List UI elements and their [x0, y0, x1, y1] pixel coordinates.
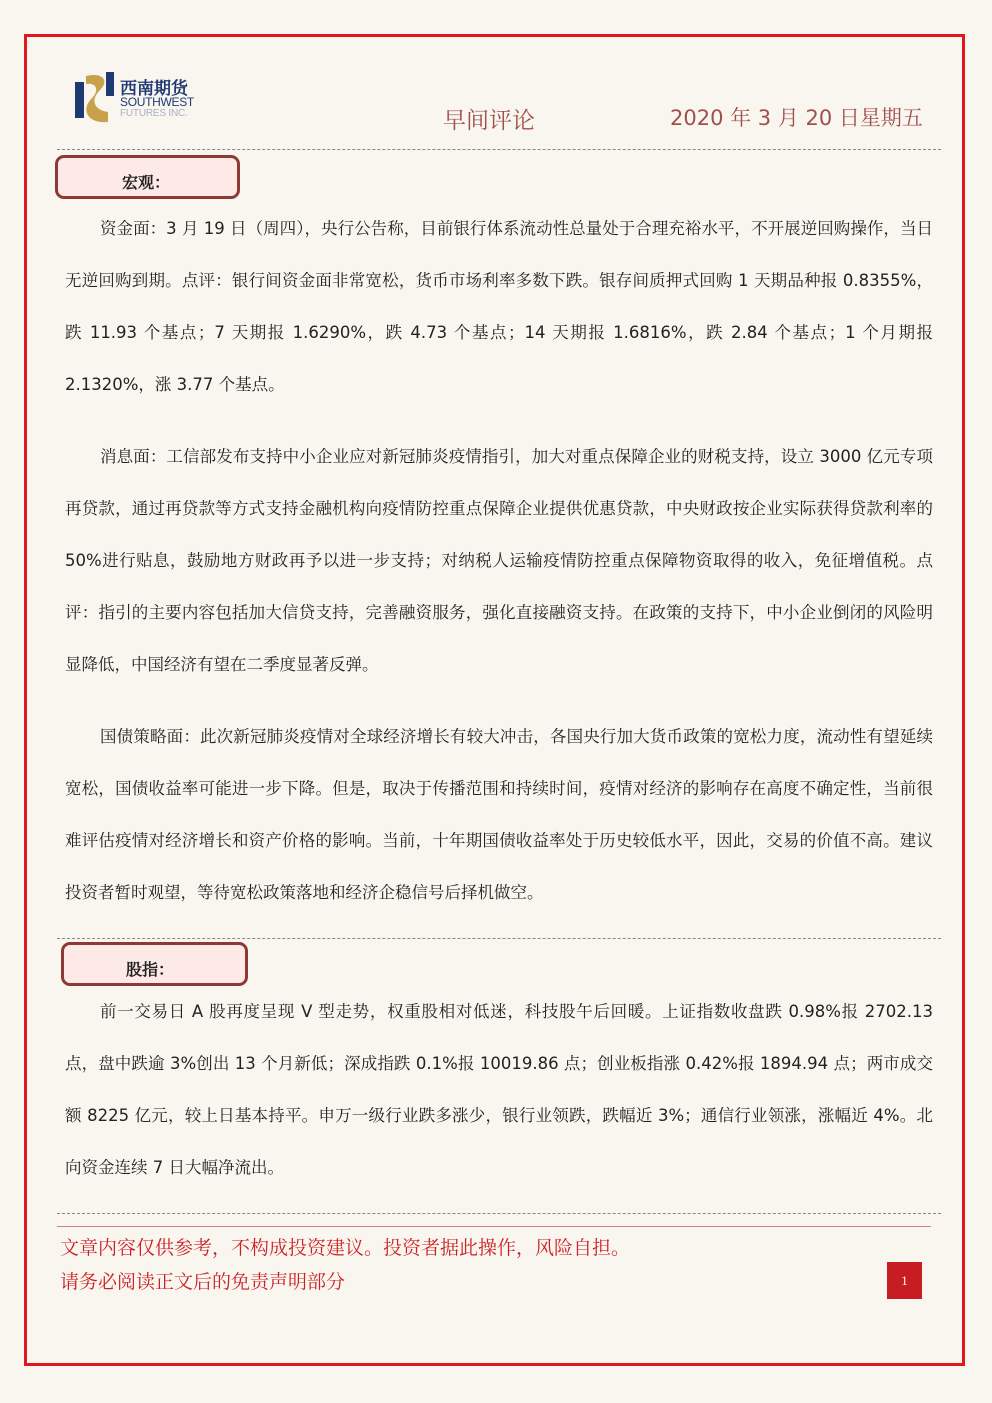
section-divider: [57, 938, 941, 939]
header-divider: [57, 149, 941, 150]
paragraph-news: 消息面：工信部发布支持中小企业应对新冠肺炎疫情指引，加大对重点保障企业的财税支持，设立 3000 亿元专项再贷款，通过再贷款等方式支持金融机构向疫情防控重点保障企业提供优惠贷款，中央财政按企业实际获得贷款利率的 50%进行贴息，鼓励地方财政再予以进一步支持；对纳税人运输疫情防控重点保障物资取得的收入，免征增值税。点评：指引的主要内容包括加大信贷支持，完善融资服务，强化直接融资支持。在政策的支持下，中小企业倒闭的风险明显降低，中国经济有望在二季度显著反弹。: [65, 447, 933, 674]
logo-emblem-icon: [72, 70, 120, 126]
section-heading-label: 宏观：: [122, 173, 171, 192]
logo-english-line1: SOUTHWEST: [120, 95, 194, 109]
section-heading-label: 股指：: [126, 960, 175, 979]
footer-divider: [57, 1213, 941, 1214]
disclaimer-line-2: 请务必阅读正文后的免责声明部分: [60, 1271, 346, 1293]
section-heading-macro: [55, 155, 240, 199]
logo-chinese-name: 西南期货: [120, 79, 188, 99]
report-title: 早间评论: [443, 108, 535, 134]
footer-rule: [57, 1226, 931, 1227]
logo-english-line2: FUTURES INC.: [120, 108, 188, 119]
company-logo: [72, 70, 210, 126]
section-heading-stock-index: [61, 942, 248, 986]
page-number: 1: [887, 1262, 922, 1299]
paragraph-stock-index: 前一交易日 A 股再度呈现 V 型走势，权重股相对低迷，科技股午后回暖。上证指数收盘跌 0.98%报 2702.13 点，盘中跌逾 3%创出 13 个月新低；深成指跌 0.1%报 10019.86 点；创业板指涨 0.42%报 1894.94 点；两市成交额 8225 亿元，较上日基本持平。申万一级行业跌多涨少，银行业领跌，跌幅近 3%；通信行业领涨，涨幅近 4%。北向资金连续 7 日大幅净流出。: [65, 1002, 933, 1177]
report-date: 2020 年 3 月 20 日星期五: [670, 106, 923, 130]
disclaimer-line-1: 文章内容仅供参考，不构成投资建议。投资者据此操作，风险自担。: [60, 1237, 631, 1259]
paragraph-funding: 资金面：3 月 19 日（周四），央行公告称，目前银行体系流动性总量处于合理充裕水平，不开展逆回购操作，当日无逆回购到期。点评：银行间资金面非常宽松，货币市场利率多数下跌。银存间质押式回购 1 天期品种报 0.8355%，跌 11.93 个基点；7 天期报 1.6290%，跌 4.73 个基点；14 天期报 1.6816%，跌 2.84 个基点；1 个月期报 2.1320%，涨 3.77 个基点。: [65, 219, 933, 394]
paragraph-bond-strategy: 国债策略面：此次新冠肺炎疫情对全球经济增长有较大冲击，各国央行加大货币政策的宽松力度，流动性有望延续宽松，国债收益率可能进一步下降。但是，取决于传播范围和持续时间，疫情对经济的影响存在高度不确定性，当前很难评估疫情对经济增长和资产价格的影响。当前，十年期国债收益率处于历史较低水平，因此，交易的价值不高。建议投资者暂时观望，等待宽松政策落地和经济企稳信号后择机做空。: [65, 727, 933, 902]
